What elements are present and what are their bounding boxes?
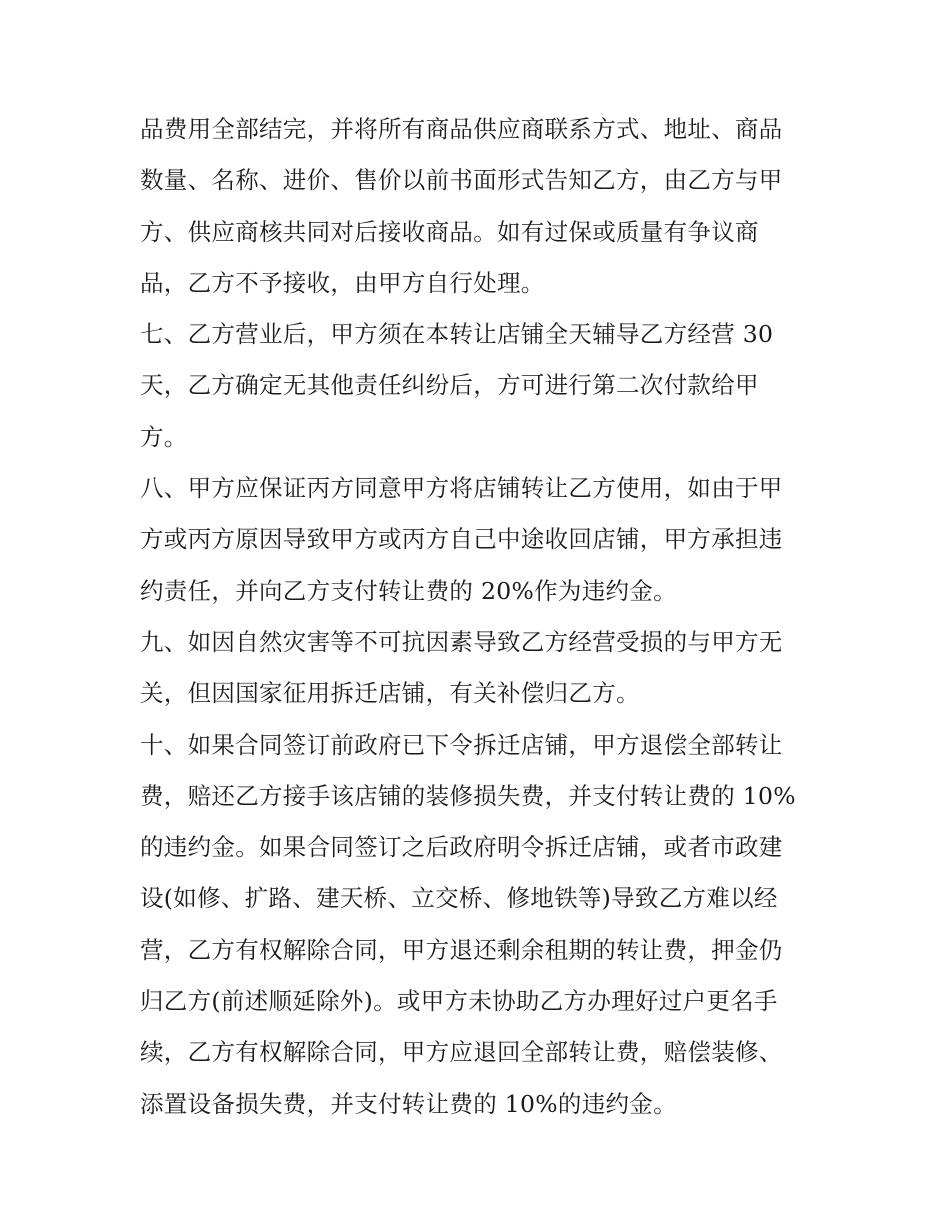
text-line: 十、如果合同签订前政府已下令拆迁店铺，甲方退偿全部转让 bbox=[140, 730, 783, 759]
clause-8-paragraph bbox=[140, 463, 840, 617]
text-line: 七、乙方营业后，甲方须在本转让店铺全天辅导乙方经营 30 bbox=[140, 320, 774, 349]
text-line: 方或丙方原因导致甲方或丙方自己中途收回店铺，甲方承担违 bbox=[140, 525, 783, 554]
text-line: 方、供应商核共同对后接收商品。如有过保或质量有争议商 bbox=[140, 217, 759, 246]
text-line: 费，赔还乙方接手该店铺的装修损失费，并支付转让费的 10% bbox=[140, 781, 796, 810]
text-line: 方。 bbox=[140, 422, 188, 451]
text-line: 的违约金。如果合同签订之后政府明令拆迁店铺，或者市政建 bbox=[140, 833, 783, 862]
text-line: 添置设备损失费，并支付转让费的 10%的违约金。 bbox=[140, 1089, 677, 1118]
text-line: 数量、名称、进价、售价以前书面形式告知乙方，由乙方与甲 bbox=[140, 166, 783, 195]
text-line: 九、如因自然灾害等不可抗因素导致乙方经营受损的与甲方无 bbox=[140, 627, 783, 656]
text-line: 归乙方(前述顺延除外)。或甲方未协助乙方办理好过户更名手 bbox=[140, 987, 778, 1016]
paragraph-continued bbox=[140, 104, 840, 309]
text-line: 品费用全部结完，并将所有商品供应商联系方式、地址、商品 bbox=[140, 115, 783, 143]
text-line: 营，乙方有权解除合同，甲方退还剩余租期的转让费，押金仍 bbox=[140, 935, 783, 964]
text-line: 天，乙方确定无其他责任纠纷后，方可进行第二次付款给甲 bbox=[140, 371, 759, 400]
text-line: 设(如修、扩路、建天桥、立交桥、修地铁等)导致乙方难以经 bbox=[140, 884, 778, 913]
text-line: 八、甲方应保证丙方同意甲方将店铺转让乙方使用，如由于甲 bbox=[140, 474, 783, 503]
clause-10-paragraph bbox=[140, 720, 840, 1130]
text-line: 续，乙方有权解除合同，甲方应退回全部转让费，赔偿装修、 bbox=[140, 1038, 783, 1067]
clause-9-paragraph bbox=[140, 617, 840, 720]
text-line: 关，但因国家征用拆迁店铺，有关补偿归乙方。 bbox=[140, 679, 640, 708]
document-body bbox=[140, 104, 840, 1130]
text-line: 品，乙方不予接收，由甲方自行处理。 bbox=[140, 268, 545, 297]
text-line: 约责任，并向乙方支付转让费的 20%作为违约金。 bbox=[140, 576, 677, 605]
clause-7-paragraph bbox=[140, 309, 840, 463]
